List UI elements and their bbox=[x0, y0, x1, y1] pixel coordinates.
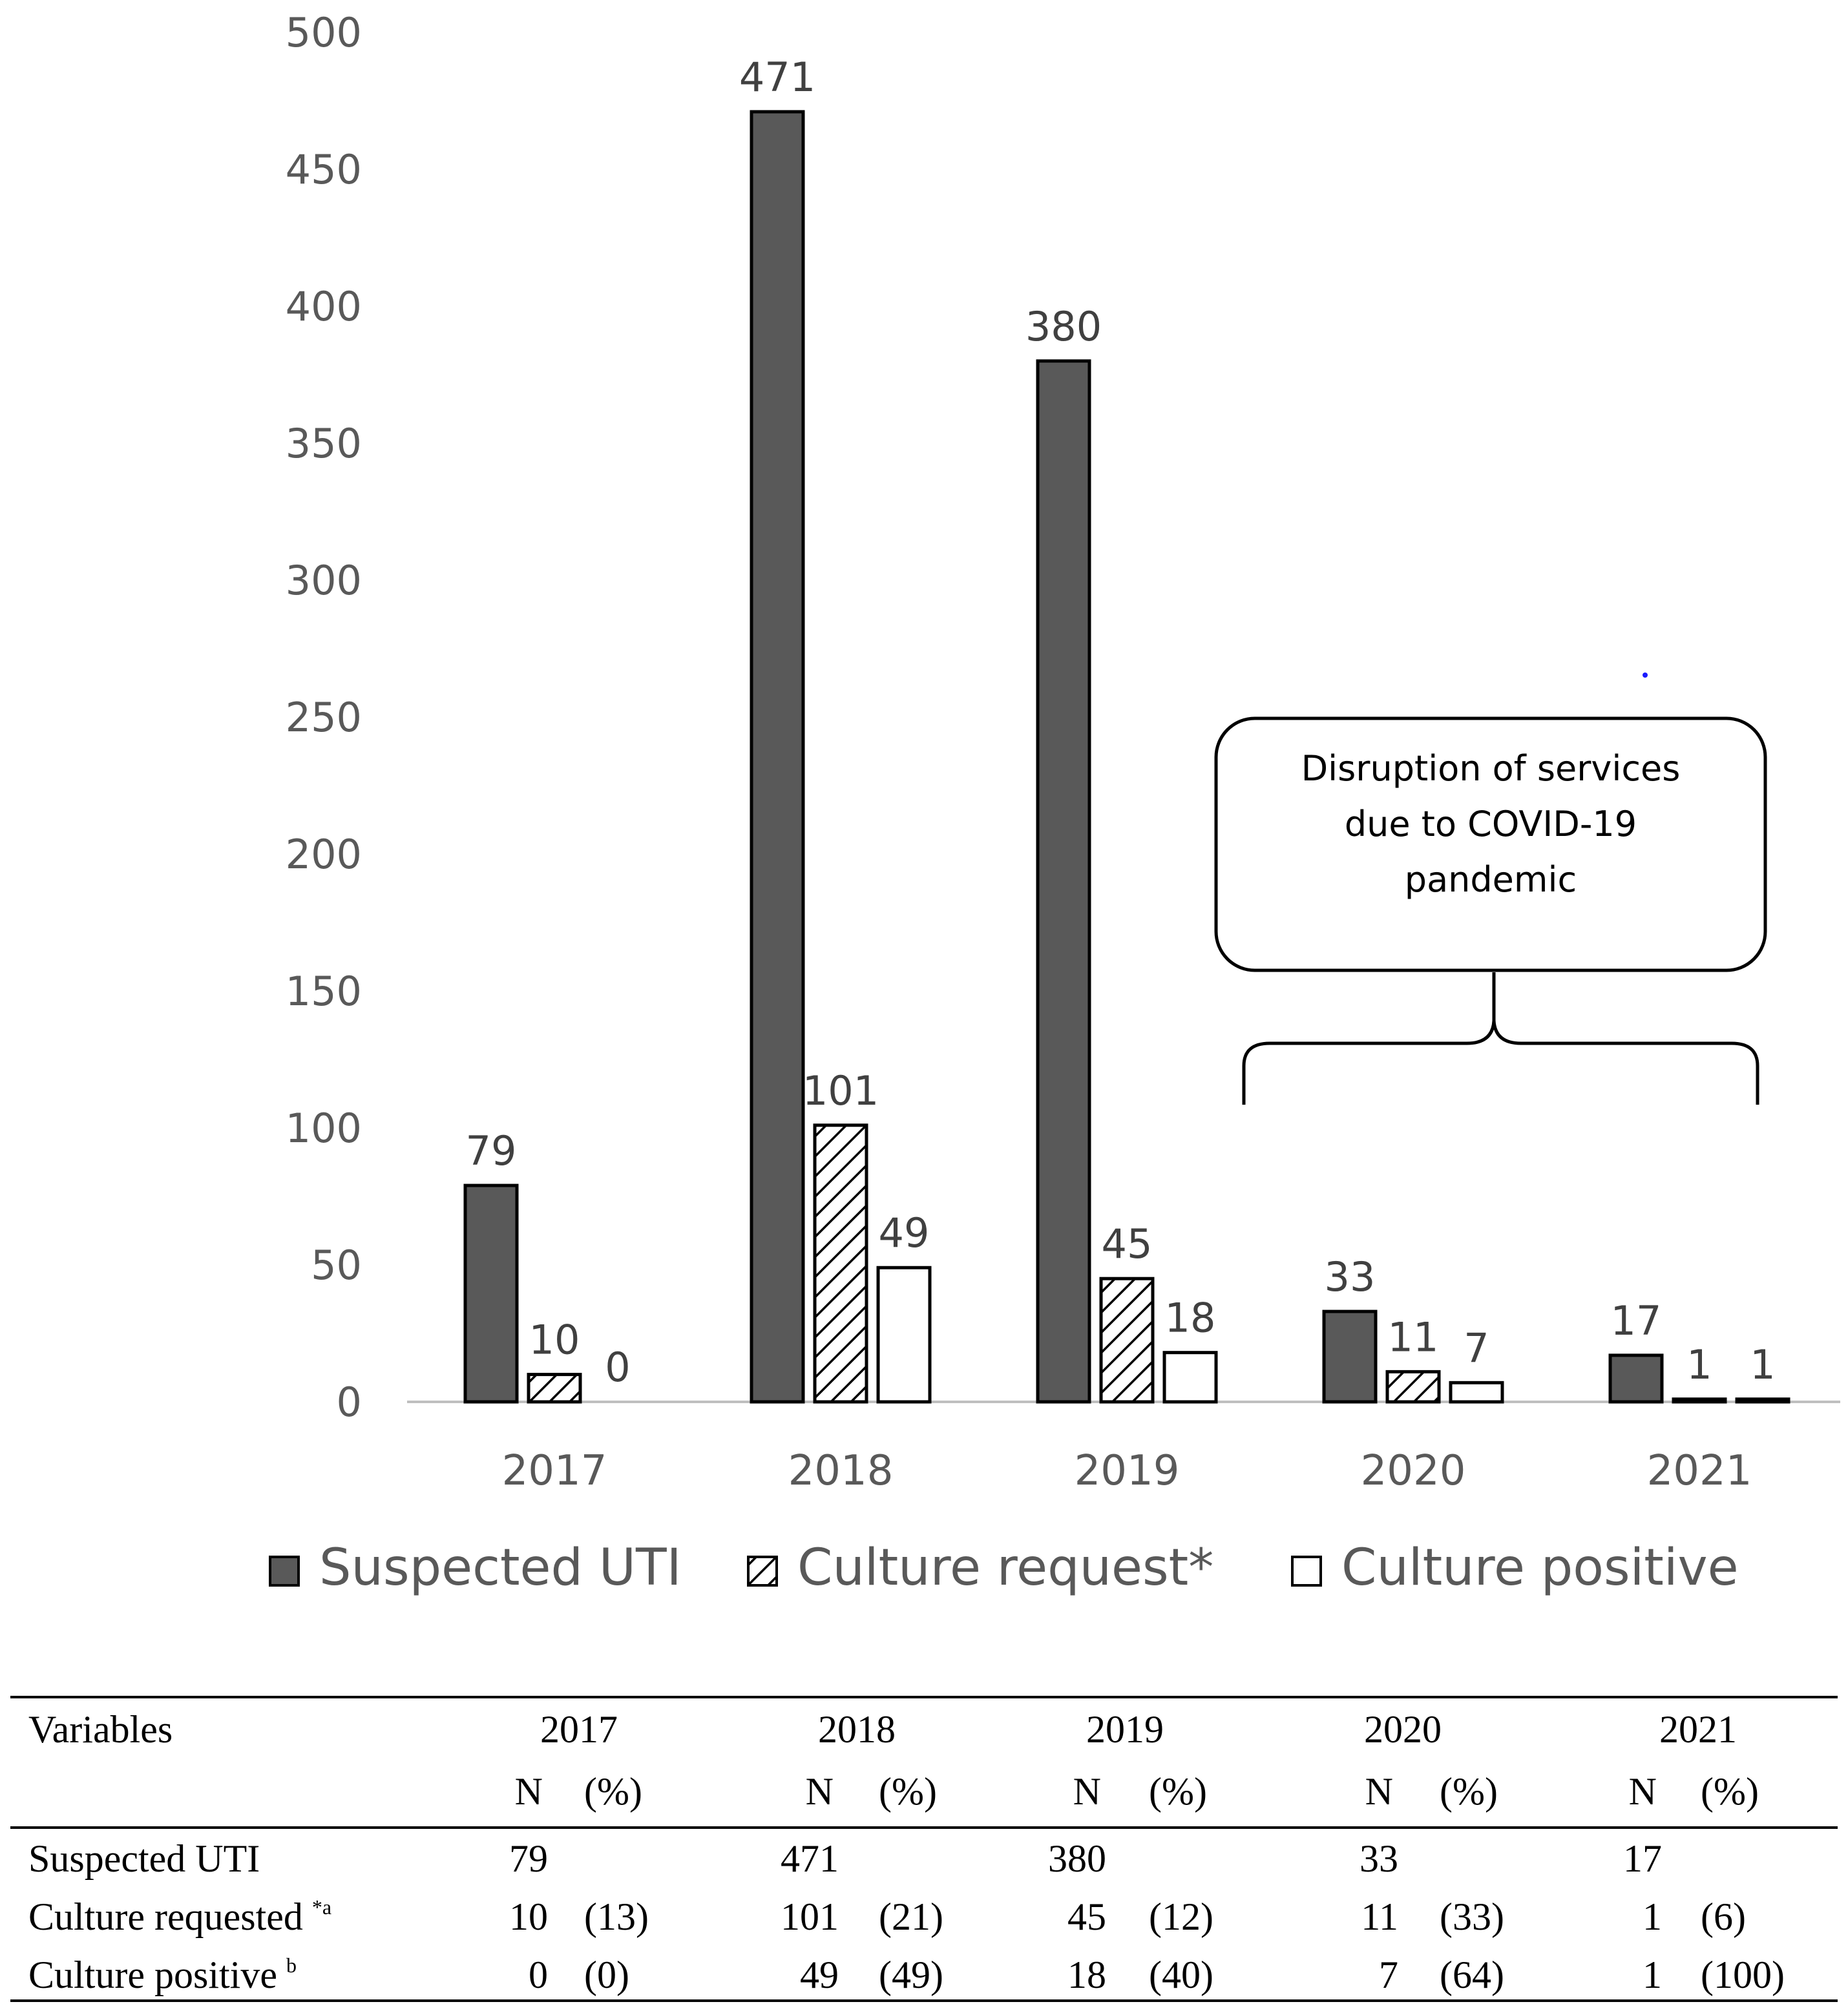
annotation-text-line: pandemic bbox=[1404, 859, 1577, 900]
table-sub-pct: (%) bbox=[1440, 1770, 1498, 1813]
data-label: 45 bbox=[1101, 1220, 1153, 1268]
bar-culture-request-2017 bbox=[529, 1375, 580, 1402]
y-tick-label: 400 bbox=[285, 283, 362, 330]
table-row-label: Suspected UTI bbox=[28, 1837, 260, 1880]
table-sub-n: N bbox=[1628, 1770, 1657, 1813]
x-tick-label: 2019 bbox=[1074, 1447, 1180, 1495]
x-tick-label: 2018 bbox=[788, 1447, 894, 1495]
data-label: 10 bbox=[529, 1316, 580, 1364]
data-label: 1 bbox=[1686, 1340, 1712, 1388]
table-cell-n: 33 bbox=[1360, 1837, 1398, 1880]
table-year-header: 2019 bbox=[1086, 1708, 1164, 1751]
table-row-label: Culture positive bbox=[28, 1954, 277, 1996]
table-cell-n: 10 bbox=[509, 1895, 548, 1938]
bar-culture-positive-2018 bbox=[878, 1267, 930, 1402]
bar-suspected-uti-2020 bbox=[1324, 1311, 1376, 1402]
y-tick-label: 0 bbox=[336, 1379, 362, 1426]
legend-label: Culture positive bbox=[1341, 1539, 1739, 1597]
table-cell-n: 7 bbox=[1379, 1954, 1398, 1996]
data-label: 380 bbox=[1025, 302, 1102, 350]
table-year-header: 2017 bbox=[540, 1708, 618, 1751]
data-label: 1 bbox=[1750, 1340, 1776, 1388]
data-label: 17 bbox=[1610, 1297, 1662, 1344]
y-tick-label: 150 bbox=[285, 968, 362, 1015]
table-cell-pct: (21) bbox=[879, 1895, 943, 1938]
table-sub-pct: (%) bbox=[879, 1770, 937, 1813]
y-tick-label: 300 bbox=[285, 557, 362, 604]
table-cell-n: 1 bbox=[1643, 1954, 1662, 1996]
table-cell-n: 101 bbox=[781, 1895, 839, 1938]
table-sub-n: N bbox=[514, 1770, 543, 1813]
table-row-superscript: b bbox=[286, 1954, 297, 1977]
table-cell-n: 49 bbox=[800, 1954, 839, 1996]
table-cell-n: 380 bbox=[1048, 1837, 1106, 1880]
stray-dot bbox=[1643, 673, 1648, 678]
table-sub-n: N bbox=[805, 1770, 834, 1813]
data-label: 471 bbox=[739, 53, 816, 101]
table-cell-pct: (33) bbox=[1440, 1895, 1504, 1938]
summary-table-grid bbox=[10, 1696, 1838, 2006]
legend-swatch-3 bbox=[1292, 1557, 1321, 1585]
y-tick-label: 350 bbox=[285, 420, 362, 467]
bar-culture-positive-2020 bbox=[1451, 1382, 1502, 1402]
data-label: 18 bbox=[1164, 1294, 1216, 1342]
data-label: 49 bbox=[878, 1209, 930, 1257]
table-sub-pct: (%) bbox=[1149, 1770, 1207, 1813]
table-cell-pct: (13) bbox=[584, 1895, 649, 1938]
table-cell-n: 17 bbox=[1623, 1837, 1662, 1880]
table-cell-pct: (64) bbox=[1440, 1954, 1504, 1996]
data-label: 79 bbox=[465, 1127, 517, 1175]
y-tick-label: 100 bbox=[285, 1105, 362, 1152]
table-cell-pct: (100) bbox=[1701, 1954, 1785, 1996]
table-cell-pct: (40) bbox=[1149, 1954, 1213, 1996]
x-axis bbox=[502, 1447, 1752, 1495]
y-tick-label: 450 bbox=[285, 146, 362, 193]
table-cell-n: 18 bbox=[1067, 1954, 1106, 1996]
table-cell-n: 471 bbox=[781, 1837, 839, 1880]
table-row-label: Culture requested bbox=[28, 1895, 303, 1938]
data-label: 11 bbox=[1387, 1313, 1439, 1361]
table-cell-pct: (49) bbox=[879, 1954, 943, 1996]
bar-suspected-uti-2021 bbox=[1610, 1355, 1662, 1402]
y-tick-label: 250 bbox=[285, 694, 362, 741]
bar-culture-request-2019 bbox=[1101, 1278, 1153, 1402]
table-cell-pct: (0) bbox=[584, 1954, 629, 1996]
table-sub-pct: (%) bbox=[1701, 1770, 1759, 1813]
table-cell-n: 1 bbox=[1643, 1895, 1662, 1938]
legend-swatch-2 bbox=[748, 1557, 777, 1585]
x-tick-label: 2020 bbox=[1360, 1447, 1466, 1495]
bar-culture-positive-2019 bbox=[1164, 1353, 1216, 1402]
x-tick-label: 2017 bbox=[501, 1447, 607, 1495]
data-label: 7 bbox=[1464, 1324, 1489, 1372]
annotation-text-line: Disruption of services bbox=[1301, 748, 1681, 789]
covid-annotation bbox=[1216, 673, 1765, 1105]
legend bbox=[270, 1539, 1739, 1597]
bar-suspected-uti-2019 bbox=[1038, 361, 1089, 1402]
x-tick-label: 2021 bbox=[1646, 1447, 1752, 1495]
data-label: 0 bbox=[605, 1344, 631, 1391]
table-cell-n: 79 bbox=[509, 1837, 548, 1880]
annotation-text-line: due to COVID-19 bbox=[1344, 804, 1637, 844]
table-header-variables: Variables bbox=[28, 1708, 173, 1751]
table-cell-n: 0 bbox=[529, 1954, 548, 1996]
table-cell-pct: (12) bbox=[1149, 1895, 1213, 1938]
bar-culture-request-2020 bbox=[1387, 1372, 1439, 1402]
bar-culture-request-2018 bbox=[815, 1125, 866, 1402]
data-label: 101 bbox=[802, 1067, 879, 1114]
bar-culture-positive-2021 bbox=[1737, 1399, 1789, 1402]
y-tick-label: 200 bbox=[285, 831, 362, 878]
bar-suspected-uti-2017 bbox=[465, 1185, 517, 1402]
data-label: 33 bbox=[1324, 1253, 1376, 1301]
y-tick-label: 500 bbox=[285, 9, 362, 56]
legend-label: Culture request* bbox=[797, 1539, 1214, 1597]
bar-culture-request-2021 bbox=[1674, 1399, 1725, 1402]
table-cell-pct: (6) bbox=[1701, 1895, 1746, 1938]
legend-label: Suspected UTI bbox=[319, 1539, 682, 1597]
table-sub-pct: (%) bbox=[584, 1770, 642, 1813]
table-sub-n: N bbox=[1073, 1770, 1101, 1813]
table-year-header: 2020 bbox=[1364, 1708, 1442, 1751]
table-cell-n: 11 bbox=[1361, 1895, 1398, 1938]
annotation-brace bbox=[1244, 972, 1758, 1105]
bar-suspected-uti-2018 bbox=[751, 112, 803, 1402]
y-tick-label: 50 bbox=[311, 1242, 362, 1289]
legend-swatch-1 bbox=[270, 1557, 299, 1585]
table-sub-n: N bbox=[1365, 1770, 1393, 1813]
table-year-header: 2021 bbox=[1659, 1708, 1737, 1751]
table-year-header: 2018 bbox=[818, 1708, 896, 1751]
table-cell-n: 45 bbox=[1067, 1895, 1106, 1938]
summary-table bbox=[10, 1696, 1838, 2006]
table-row-superscript: *a bbox=[311, 1895, 332, 1919]
